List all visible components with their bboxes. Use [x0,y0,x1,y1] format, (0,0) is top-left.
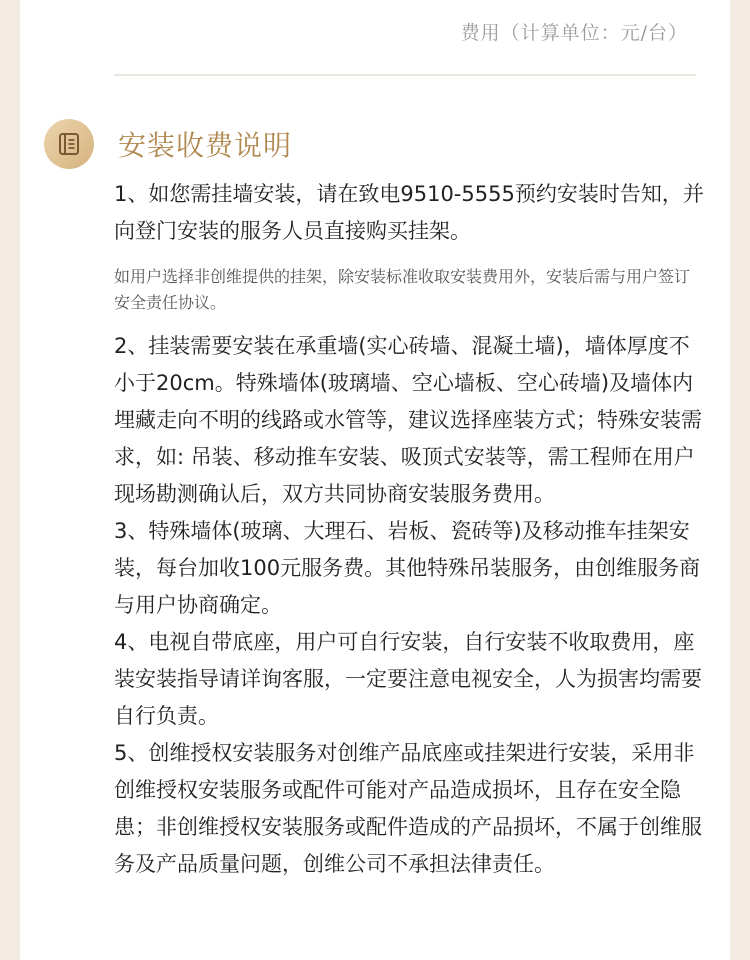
divider [114,74,696,76]
section-title: 安装收费说明 [118,129,293,162]
manual-book-icon [44,119,94,169]
content-card [20,0,730,960]
item-3: 3、特殊墙体(玻璃、大理石、岩板、瓷砖等)及移动推车挂架安装，每台加收100元服务费。其他特殊吊装服务，由创维服务商与用户协商确定。 [114,519,701,617]
item-1: 1、如您需挂墙安装，请在致电9510-5555预约安装时告知，并向登门安装的服务人员直接购买挂架。 [114,182,704,243]
section-header [44,118,292,170]
item-1-note: 如用户选择非创维提供的挂架，除安装标准收取安装费用外，安装后需与用户签订安全责任协议。 [114,267,691,312]
fee-unit-label: 费用（计算单位：元/台） [460,22,688,44]
item-2: 2、挂装需要安装在承重墙(实心砖墙、混凝土墙)，墙体厚度不小于20cm。特殊墙体(玻璃墙、空心墙板、空心砖墙)及墙体内埋藏走向不明的线路或水管等，建议选择座装方式；特殊安装需求，如: 吊装、移动推车安装、吸顶式安装等，需工程师在用户现场勘测确认后，双方共同协商安装服务费用。 [114,334,702,506]
install-fee-content [114,176,704,883]
item-5: 5、创维授权安装服务对创维产品底座或挂架进行安装，采用非创维授权安装服务或配件可能对产品造成损坏，且存在安全隐患；非创维授权安装服务或配件造成的产品损坏，不属于创维服务及产品质量问题，创维公司不承担法律责任。 [114,741,702,876]
item-4: 4、电视自带底座，用户可自行安装，自行安装不收取费用，座装安装指导请详询客服，一定要注意电视安全，人为损害均需要自行负责。 [114,630,702,728]
